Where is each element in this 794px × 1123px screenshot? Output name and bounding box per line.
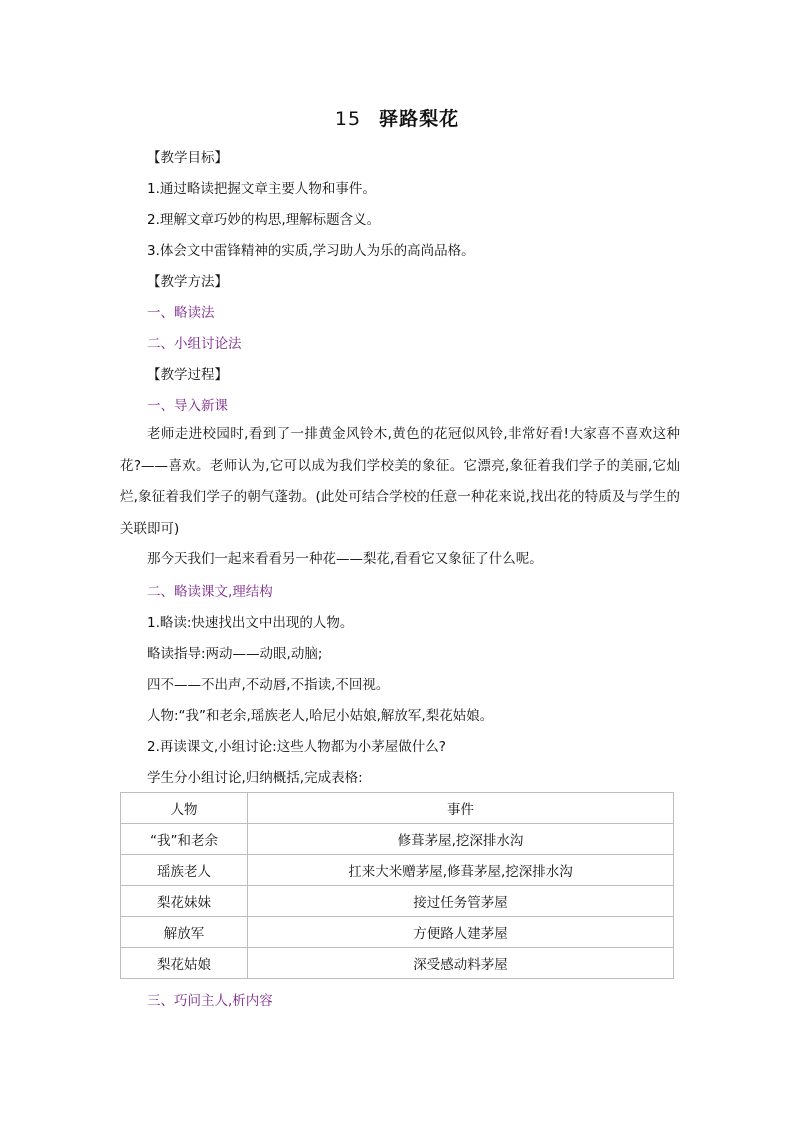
table-row	[121, 948, 674, 979]
table-cell: “我”和老余	[121, 824, 248, 855]
task-line: 四不——不出声,不动唇,不指读,不回视。	[147, 677, 390, 693]
table-row	[121, 917, 674, 948]
task-line: 学生分小组讨论,归纳概括,完成表格:	[147, 770, 363, 786]
table-row	[121, 855, 674, 886]
table-cell: 深受感动料茅屋	[248, 948, 674, 979]
task-line: 人物:“我”和老余,瑶族老人,哈尼小姑娘,解放军,梨花姑娘。	[147, 708, 494, 724]
table-cell: 梨花姑娘	[121, 948, 248, 979]
task-line: 略读指导:两动——动眼,动脑;	[147, 646, 323, 662]
task-line: 2.再读课文,小组讨论:这些人物都为小茅屋做什么?	[147, 739, 446, 755]
section-heading-process: 【教学过程】	[147, 367, 228, 383]
lesson-number: 15	[334, 108, 362, 130]
lesson-title	[0, 104, 794, 131]
table-cell: 方便路人建茅屋	[248, 917, 674, 948]
table-cell: 解放军	[121, 917, 248, 948]
table-header: 人物	[121, 793, 248, 824]
goal-item: 3.体会文中雷锋精神的实质,学习助人为乐的高尚品格。	[147, 243, 475, 259]
table-cell: 瑶族老人	[121, 855, 248, 886]
transition-paragraph: 那今天我们一起来看看另一种花——梨花,看看它又象征了什么呢。	[147, 551, 543, 567]
section-heading-goals: 【教学目标】	[147, 150, 228, 166]
method-item: 二、小组讨论法	[147, 336, 242, 352]
table-header: 事件	[248, 793, 674, 824]
character-event-table	[120, 792, 674, 979]
table-row	[121, 886, 674, 917]
section-heading-methods: 【教学方法】	[147, 274, 228, 290]
step-heading: 一、导入新课	[147, 398, 228, 414]
method-item: 一、略读法	[147, 305, 215, 321]
step-heading: 三、巧问主人,析内容	[147, 993, 273, 1009]
table-cell: 梨花妹妹	[121, 886, 248, 917]
lesson-title-text: 驿路梨花	[379, 108, 460, 130]
step-heading: 二、略读课文,理结构	[147, 584, 273, 600]
table-cell: 接过任务管茅屋	[248, 886, 674, 917]
table-cell: 扛来大米赠茅屋,修葺茅屋,挖深排水沟	[248, 855, 674, 886]
table-cell: 修葺茅屋,挖深排水沟	[248, 824, 674, 855]
goal-item: 1.通过略读把握文章主要人物和事件。	[147, 181, 376, 197]
table-header-row	[121, 793, 674, 824]
goal-item: 2.理解文章巧妙的构思,理解标题含义。	[147, 212, 381, 228]
task-line: 1.略读:快速找出文中出现的人物。	[147, 615, 354, 631]
intro-paragraph: 老师走进校园时,看到了一排黄金风铃木,黄色的花冠似风铃,非常好看!大家喜不喜欢这种花?——喜欢。老师认为,它可以成为我们学校美的象征。它漂亮,象征着我们学子的美丽,它灿烂,象征着我们学子的朝气蓬勃。(此处可结合学校的任意一种花来说,找出花的特质及与学生的关联即可)	[120, 426, 680, 537]
table-row	[121, 824, 674, 855]
